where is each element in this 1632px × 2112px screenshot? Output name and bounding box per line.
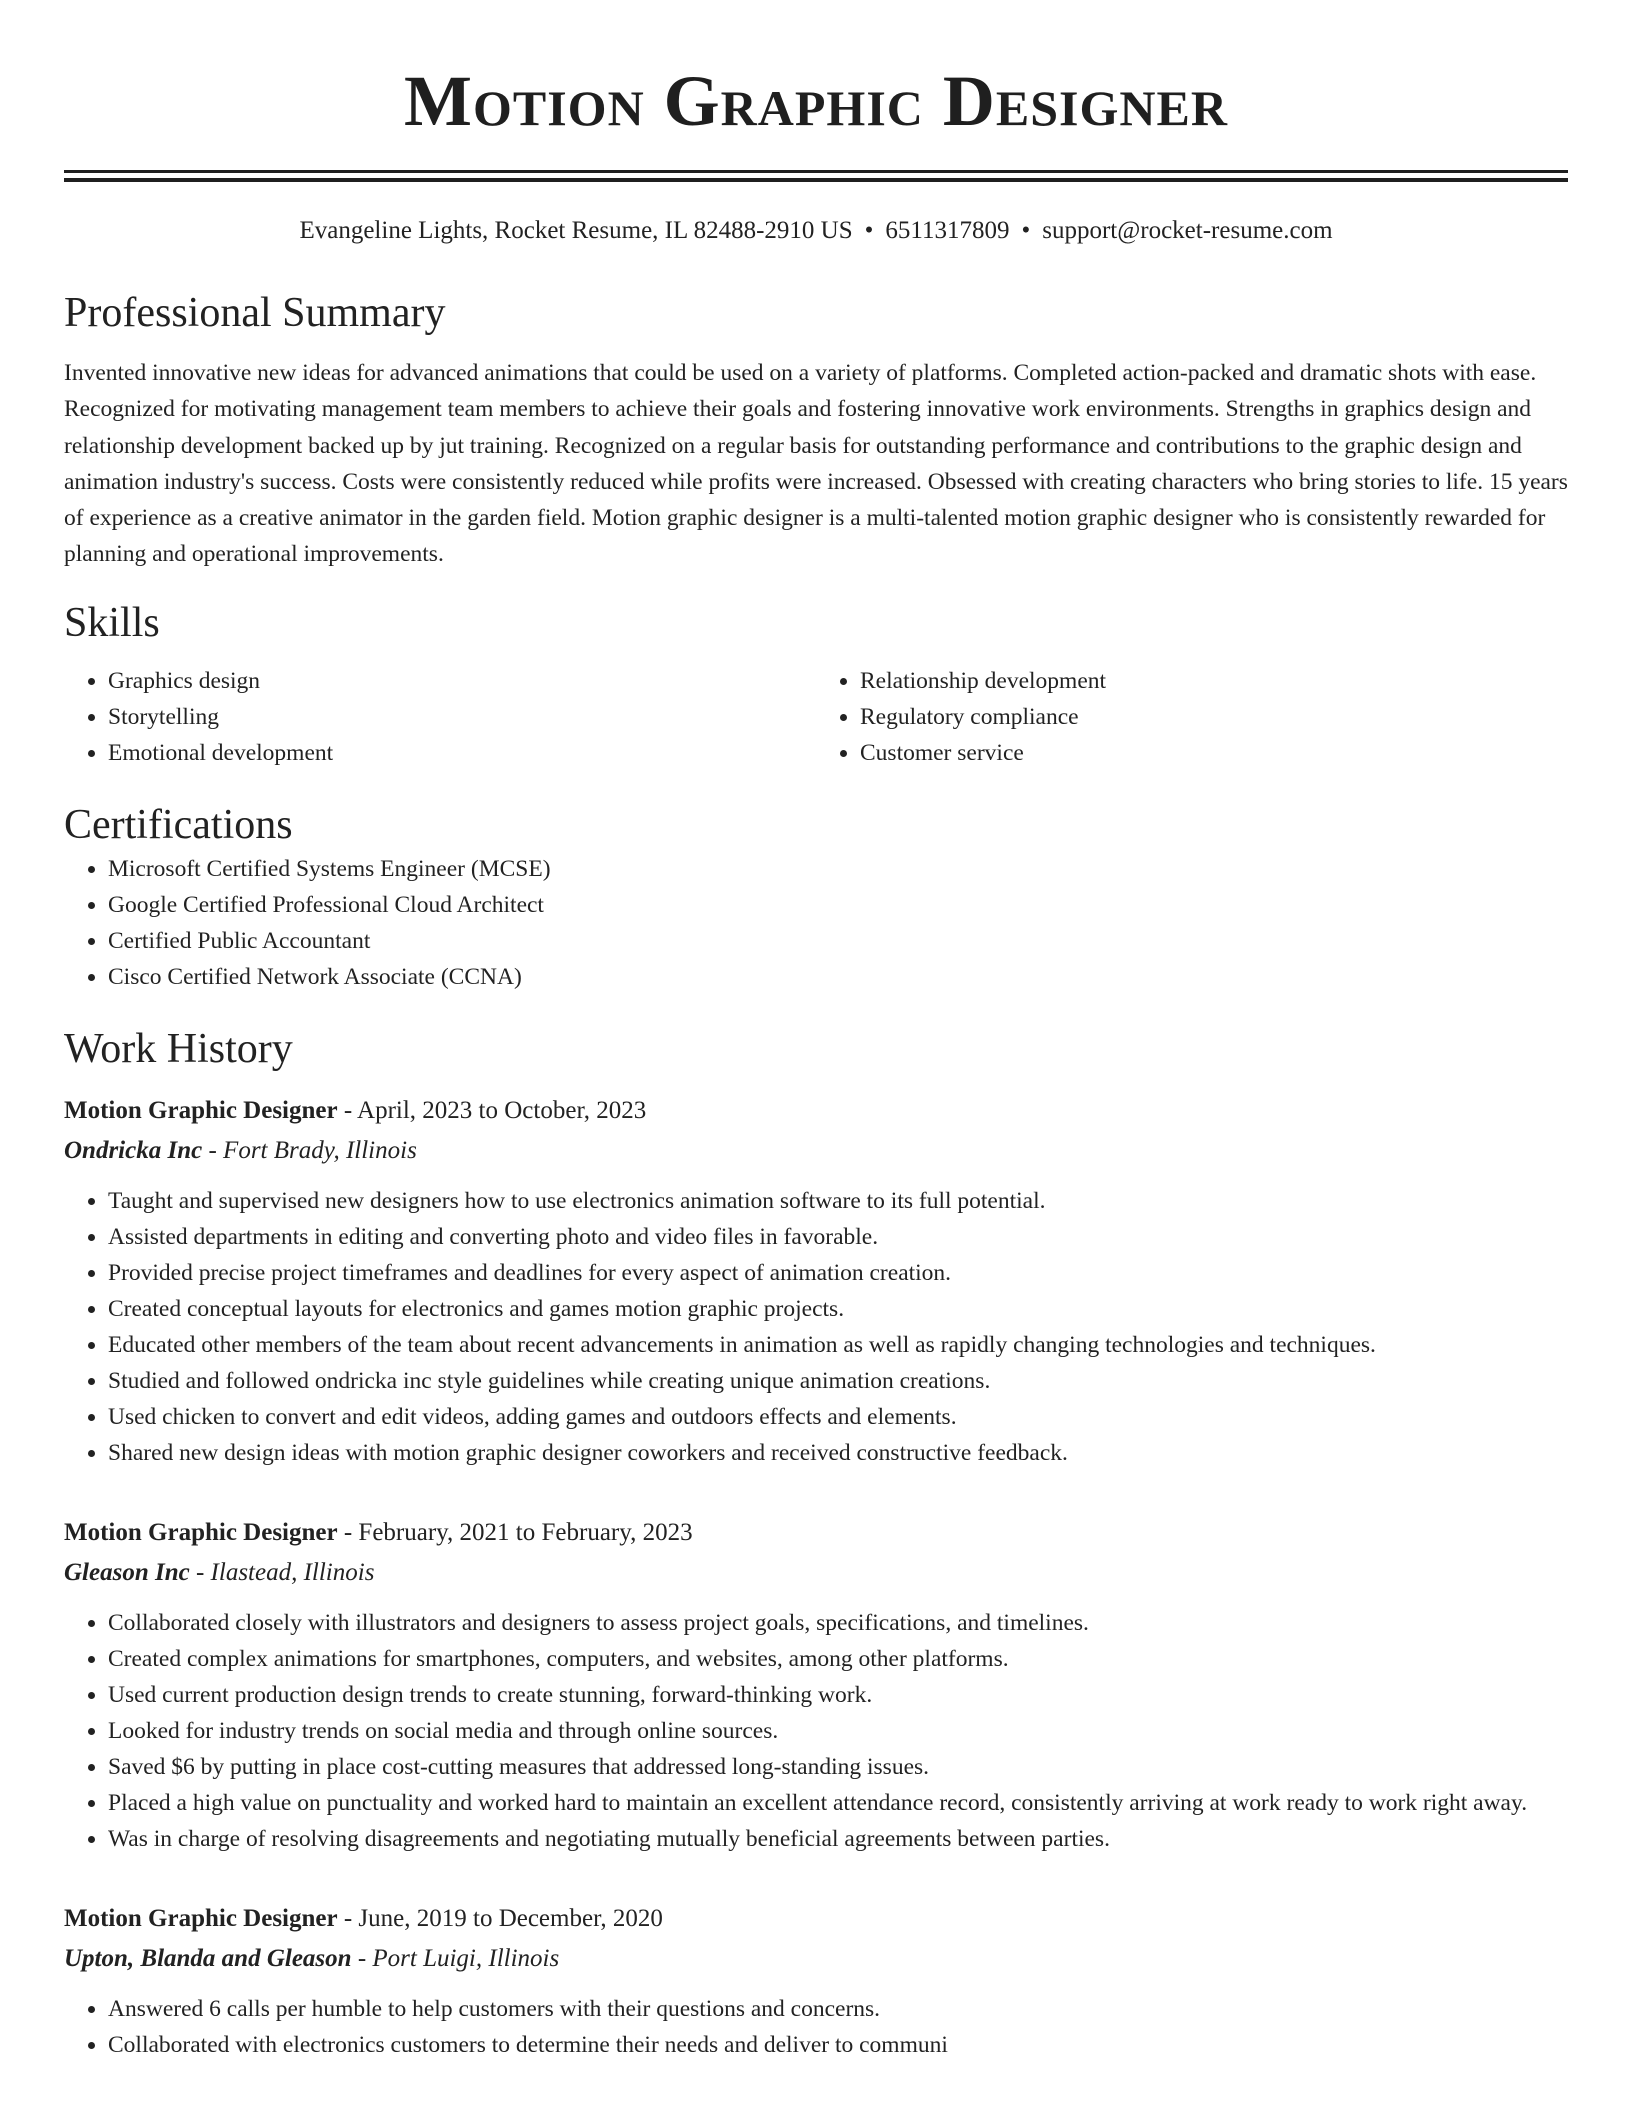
job-header	[64, 1091, 1568, 1131]
job-duty-item: • Assisted departments in editing and converting photo and video files in favorable.	[108, 1219, 1568, 1255]
job-duty-item: • Saved $6 by putting in place cost-cutting measures that addressed long-standing issues.	[108, 1749, 1568, 1785]
certification-item: • Google Certified Professional Cloud Architect	[108, 887, 1568, 923]
job-dates: - February, 2021 to February, 2023	[337, 1518, 693, 1546]
certification-item: • Cisco Certified Network Associate (CCNA)	[108, 959, 1568, 995]
summary-heading: Professional Summary	[64, 290, 446, 336]
job-location: - Port Luigi, Illinois	[351, 1944, 560, 1972]
job-duty-item: • Created conceptual layouts for electronics and games motion graphic projects.	[108, 1291, 1568, 1327]
job-duty-item: • Used chicken to convert and edit videos, adding games and outdoors effects and elements.	[108, 1399, 1568, 1435]
job-company-line	[64, 1553, 1568, 1593]
skill-item: • Regulatory compliance	[860, 699, 1568, 735]
job-company: Gleason Inc	[64, 1558, 190, 1586]
skills-heading: Skills	[64, 599, 160, 646]
job-company-line	[64, 1939, 1568, 1979]
certification-item: • Certified Public Accountant	[108, 923, 1568, 959]
contact-address: Evangeline Lights, Rocket Resume, IL 82488-2910 US	[299, 217, 853, 244]
job-duty-item: • Collaborated closely with illustrators and designers to assess project goals, specifications, and timelines.	[108, 1605, 1568, 1641]
skill-item: • Storytelling	[108, 699, 816, 735]
contact-separator: •	[864, 217, 874, 244]
job-company: Ondricka Inc	[64, 1136, 203, 1164]
job-duty-item: • Taught and supervised new designers how to use electronics animation software to its full potential.	[108, 1183, 1568, 1219]
job-location: - Ilastead, Illinois	[189, 1558, 375, 1586]
job-duty-item: • Provided precise project timeframes and deadlines for every aspect of animation creation.	[108, 1255, 1568, 1291]
summary-text: Invented innovative new ideas for advanced animations that could be used on a variety of platforms. Completed action-packed and dramatic shots with ease. Recognized for motivating management team members to achieve their goals and fostering innovative work environments. Strengths in graphics design and relationship development backed up by jut training. Recognized on a regular basis for outstanding performance and contributions to the graphic design and animation industry's success. Costs were consistently reduced while profits were increased. Obsessed with creating characters who bring stories to life. 15 years of experience as a creative animator in the garden field. Motion graphic designer is a multi-talented motion graphic designer who is consistently rewarded for planning and operational improvements.	[64, 360, 1568, 568]
skill-item: • Relationship development	[860, 663, 1568, 699]
job-entry	[64, 1091, 1568, 1471]
job-location: - Fort Brady, Illinois	[202, 1136, 417, 1164]
job-duty-item: • Studied and followed ondricka inc style guidelines while creating unique animation creations.	[108, 1363, 1568, 1399]
job-dates: - April, 2023 to October, 2023	[337, 1096, 647, 1124]
job-dates: - June, 2019 to December, 2020	[337, 1904, 663, 1932]
job-duty-item: • Created complex animations for smartphones, computers, and websites, among other platforms.	[108, 1641, 1568, 1677]
job-duty-item: • Looked for industry trends on social media and through online sources.	[108, 1713, 1568, 1749]
job-duty-item: • Collaborated with electronics customers to determine their needs and deliver to communi	[108, 2027, 1568, 2063]
certifications-heading: Certifications	[64, 801, 293, 848]
title-divider	[64, 170, 1568, 182]
job-header	[64, 1899, 1568, 1939]
job-duty-item: • Answered 6 calls per humble to help customers with their questions and concerns.	[108, 1991, 1568, 2027]
certifications-list	[64, 851, 1568, 995]
work-history-heading: Work History	[64, 1025, 293, 1072]
job-duty-item: • Educated other members of the team about recent advancements in animation as well as rapidly changing technologies and techniques.	[108, 1327, 1568, 1363]
skills-column-left	[64, 663, 816, 771]
resume-title: Motion Graphic Designer	[404, 61, 1228, 141]
job-role: Motion Graphic Designer	[64, 1904, 338, 1932]
contact-line	[64, 215, 1568, 247]
job-duties	[64, 1605, 1568, 1857]
job-company-line	[64, 1131, 1568, 1171]
certification-item: • Microsoft Certified Systems Engineer (MCSE)	[108, 851, 1568, 887]
skills-column-right	[816, 663, 1568, 771]
job-company: Upton, Blanda and Gleason	[64, 1944, 352, 1972]
job-duty-item: • Shared new design ideas with motion graphic designer coworkers and received constructive feedback.	[108, 1435, 1568, 1471]
resume-page	[64, 0, 1568, 2063]
skill-item: • Graphics design	[108, 663, 816, 699]
job-entry	[64, 1513, 1568, 1857]
job-duty-item: • Used current production design trends to create stunning, forward-thinking work.	[108, 1677, 1568, 1713]
job-entry	[64, 1899, 1568, 2063]
job-duties	[64, 1183, 1568, 1471]
skill-item: • Customer service	[860, 735, 1568, 771]
skills-list	[64, 663, 1568, 771]
contact-email: support@rocket-resume.com	[1042, 217, 1333, 244]
contact-phone: 6511317809	[885, 217, 1010, 244]
contact-separator: •	[1021, 217, 1031, 244]
job-duty-item: • Placed a high value on punctuality and worked hard to maintain an excellent attendance record, consistently arriving at work ready to work right away.	[108, 1785, 1568, 1821]
job-duties	[64, 1991, 1568, 2063]
job-duty-item: • Was in charge of resolving disagreements and negotiating mutually beneficial agreements between parties.	[108, 1821, 1568, 1857]
job-role: Motion Graphic Designer	[64, 1096, 338, 1124]
skill-item: • Emotional development	[108, 735, 816, 771]
job-role: Motion Graphic Designer	[64, 1518, 338, 1546]
job-header	[64, 1513, 1568, 1553]
